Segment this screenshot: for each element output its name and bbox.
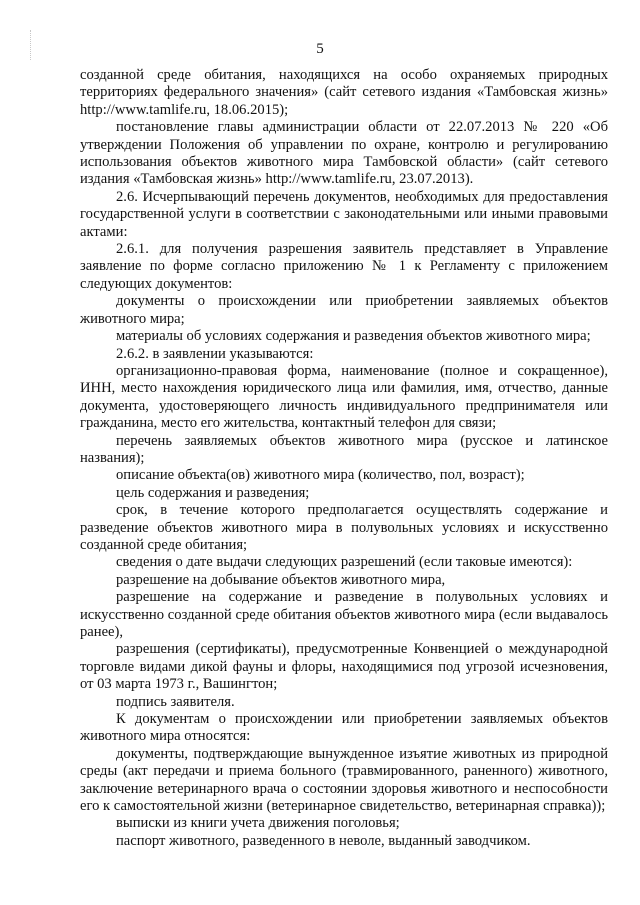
paragraph: 2.6.1. для получения разрешения заявитель представляет в Управление заявление по форме согласно приложению № 1 к Регламенту с приложением следующих документов: (80, 241, 608, 292)
paragraph: цель содержания и разведения; (116, 484, 310, 501)
page-number: 5 (316, 41, 324, 57)
paragraph: 2.6. Исчерпывающий перечень документов, необходимых для предоставления государственной услуги в соответствии с законодательными или иными правовыми актами: (80, 188, 608, 240)
paragraph: 2.6.2. в заявлении указываются: (116, 345, 314, 362)
paragraph: документы о происхождении или приобретении заявляемых объектов животного мира; (80, 293, 608, 327)
paragraph: К документам о происхождении или приобретении заявляемых объектов животного мира относятся: (80, 711, 608, 745)
paragraph: организационно-правовая форма, наименование (полное и сокращенное), ИНН, место нахождения юридического лица или фамилия, имя, отчество, данные документа, удостоверяющего личность индивидуального предпринимателя или гражданина, место его жительства, контактный телефон для связи; (80, 362, 608, 432)
paragraph: разрешения (сертификаты), предусмотренные Конвенцией о международной торговле видами дикой фауны и флоры, находящимися под угрозой исчезновения, от 03 марта 1973 г., Вашингтон; (80, 641, 608, 693)
paragraph: паспорт животного, разведенного в неволе, выданный заводчиком. (116, 832, 531, 849)
paragraph: выписки из книги учета движения поголовья; (116, 815, 400, 832)
paragraph: постановление главы администрации области от 22.07.2013 № 220 «Об утверждении Положения об управлении по охране, контролю и регулированию использования объектов животного мира Тамбовской области» (сайт сетевого издания «Тамбовская жизнь» http://www.tamlife.ru, 23.07.2013). (80, 119, 608, 188)
paragraph: созданной среде обитания, находящихся на особо охраняемых природных территориях федерального значения» (сайт сетевого издания «Тамбовская жизнь» http://www.tamlife.ru, 18.06.2015); (80, 67, 608, 118)
paragraph: документы, подтверждающие вынужденное изъятие животных из природной среды (акт передачи и приема больного (травмированного, раненного) животного, заключение ветеринарного врача о состоянии здоровья животного и неспособности его к самостоятельной жизни (ветеринарное свидетельство, ветеринарная справка)); (80, 745, 608, 815)
paragraph: подпись заявителя. (116, 693, 235, 710)
paragraph: разрешение на содержание и разведение в полувольных условиях и искусственно созданной среде обитания объектов животного мира (если выдавалось ранее), (80, 589, 608, 640)
paragraph: срок, в течение которого предполагается осуществлять содержание и разведение объектов животного мира в полувольных условиях и искусственно созданной среде обитания; (80, 502, 608, 553)
paragraph: сведения о дате выдачи следующих разрешений (если таковые имеются): (116, 554, 573, 571)
paragraph: разрешение на добывание объектов животного мира, (116, 571, 446, 588)
paragraph: материалы об условиях содержания и разведения объектов животного мира; (116, 328, 591, 345)
paragraph: описание объекта(ов) животного мира (количество, пол, возраст); (116, 467, 525, 484)
document-body (80, 67, 608, 850)
paragraph: перечень заявляемых объектов животного мира (русское и латинское названия); (80, 432, 608, 466)
